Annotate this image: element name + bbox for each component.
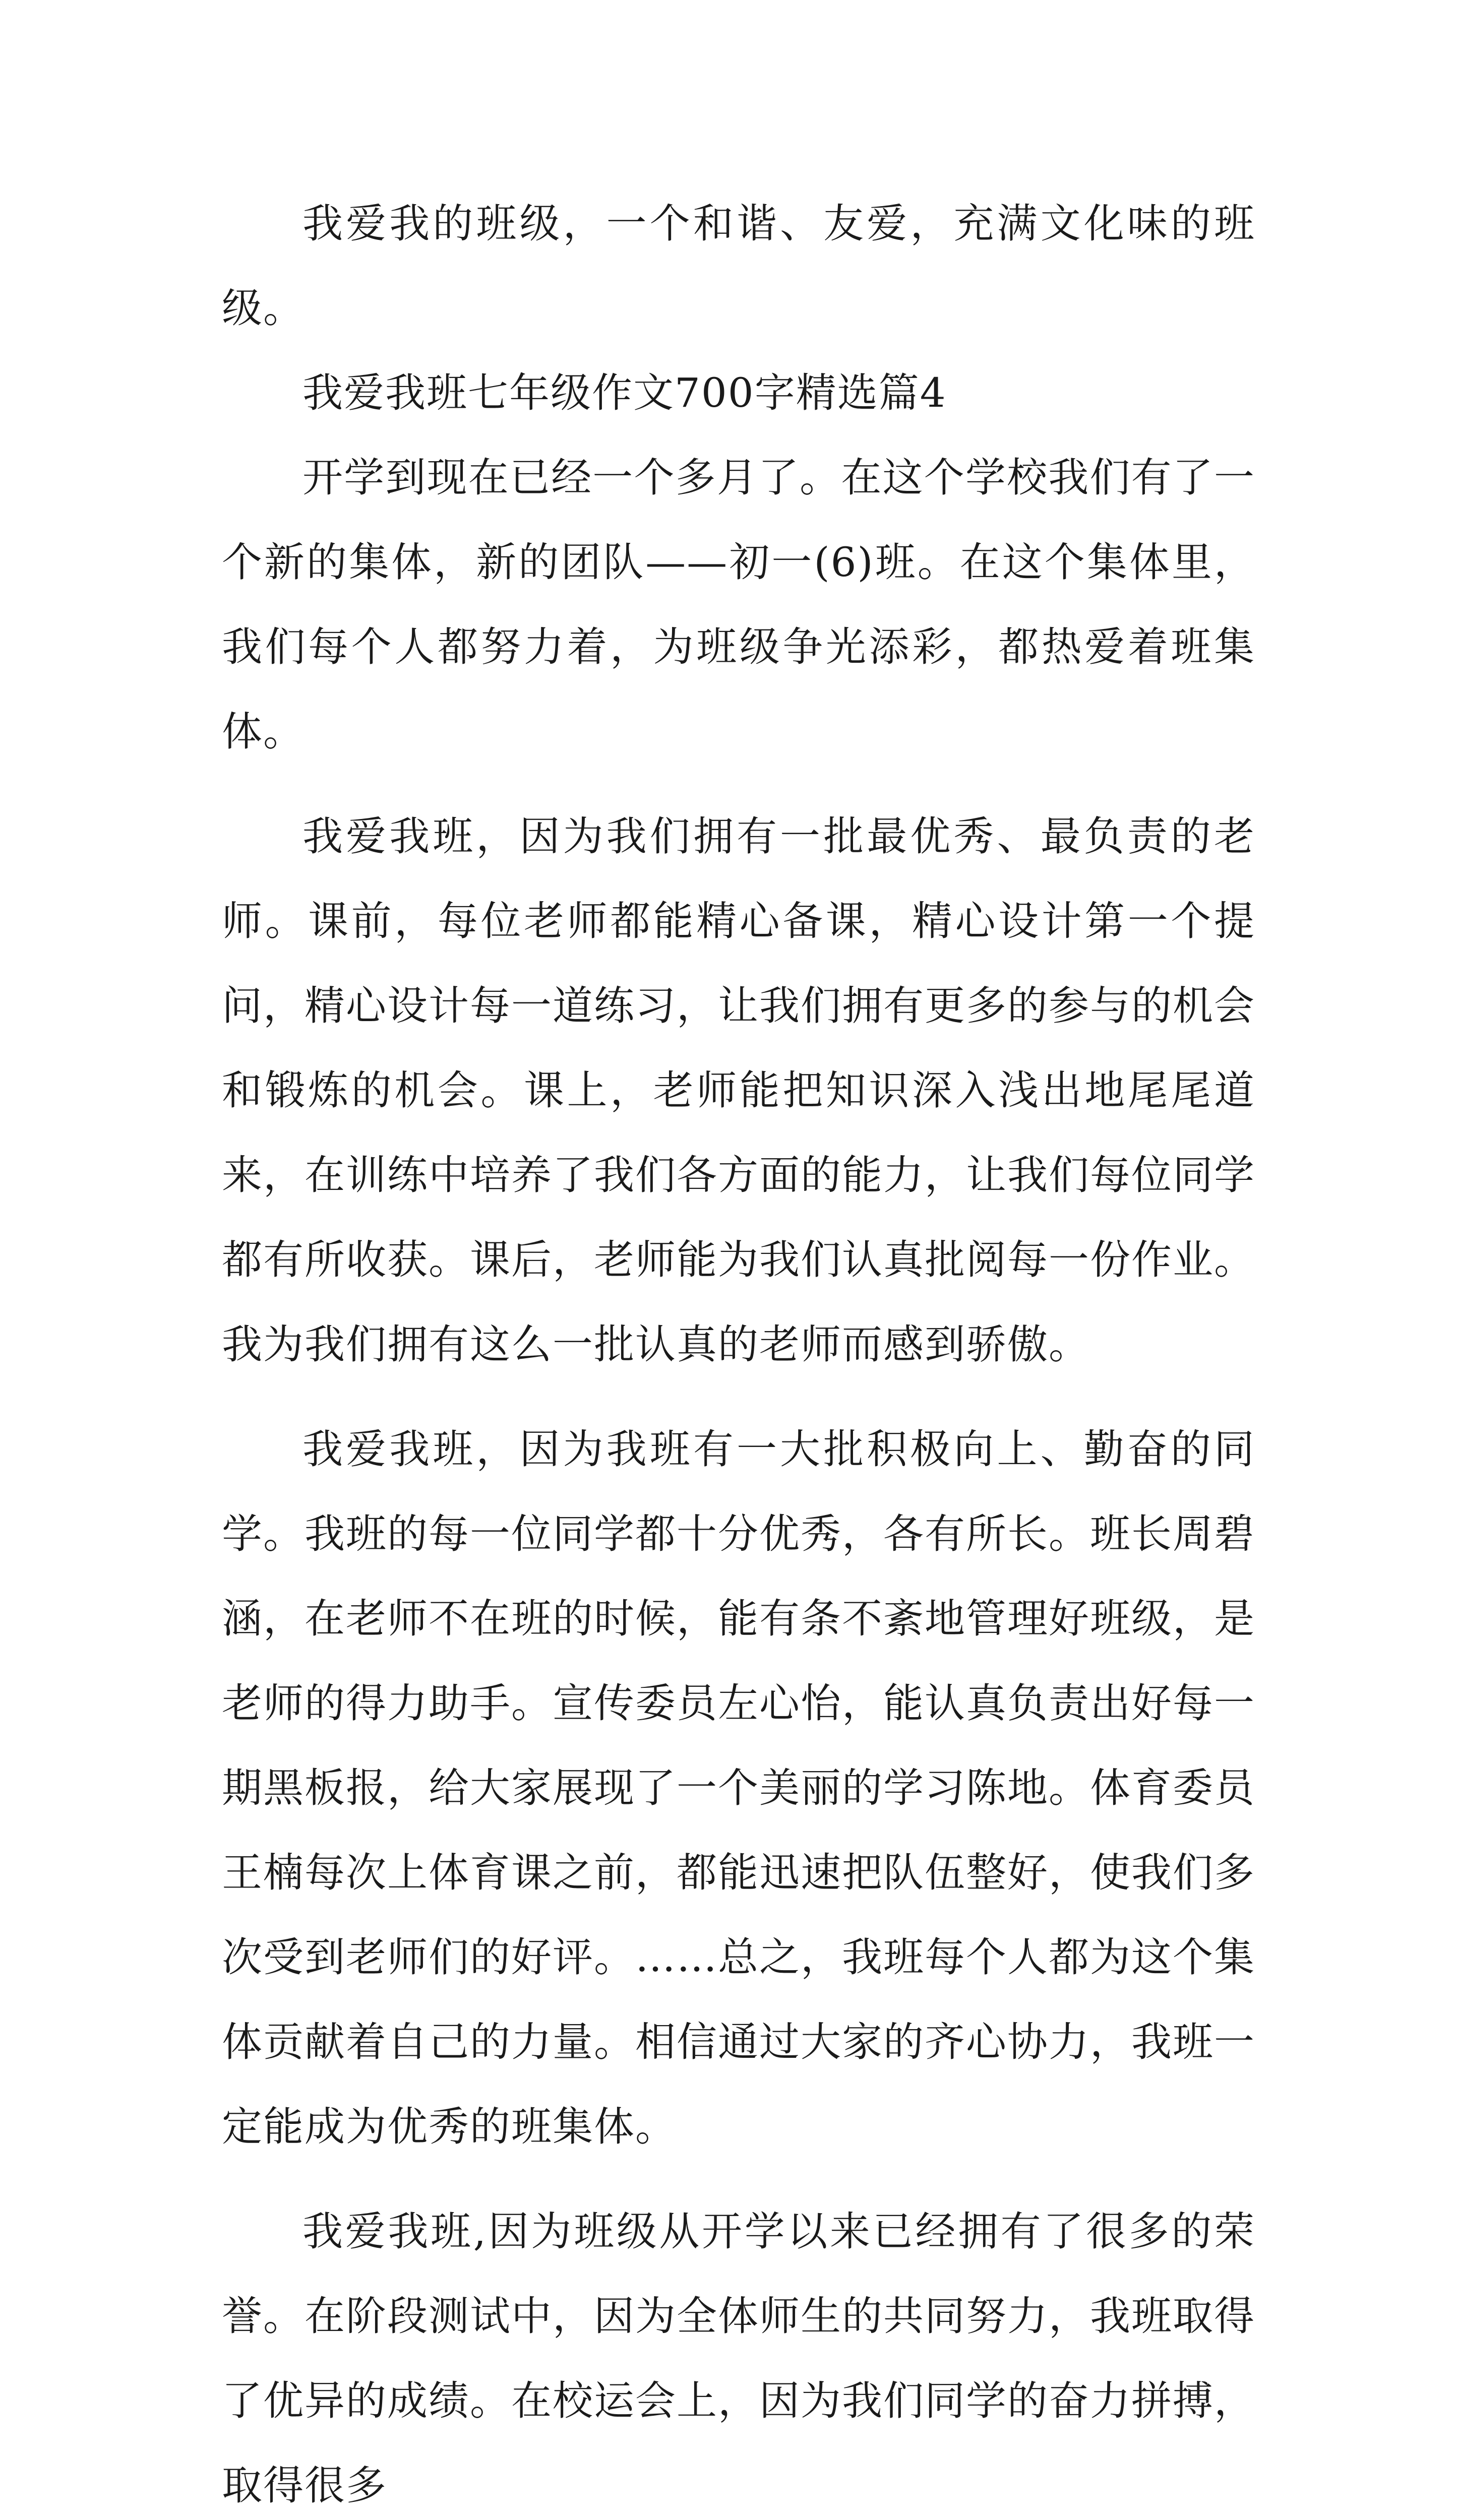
body-text bbox=[222, 181, 1255, 2520]
paragraph: 开学到现在已经一个多月了。在这个学校我们有了一个新的集体，新的团队——初一(6)班。在这个集体里，我们每个人都努力着，为班级争光添彩，都热爱着班集体。 bbox=[222, 454, 1255, 755]
section-heading: 我爱我班七年级作文700字精选篇4 bbox=[302, 369, 947, 416]
paragraph: 我爱我的班级，一个和谐、友爱，充满文化味的班级。 bbox=[222, 200, 1255, 332]
paragraph: 我爱我班，因为我们拥有一批最优秀、最负责的老师。课前，每位老师都能精心备课，精心设计第一个提问，精心设计每一道练习，让我们拥有更多的参与的机会和锻炼的机会。课上，老师能把知识深入浅出地尾尾道来，在训练中培养了我们各方面的能力，让我们每位同学都有所收获。课后，老师能为我们认真批阅每一份作业。我为我们拥有这么一批认真的老师而感到骄傲。 bbox=[222, 813, 1255, 1368]
paragraph: 我爱我班,因为班级从开学以来已经拥有了很多的荣誉。在阶段测试中，因为全体师生的共同努力，我班取得了优异的成绩。在校运会上，因为我们同学的奋力拼搏，取得很多 bbox=[222, 2208, 1255, 2509]
paragraph: 我爱我班，因为我班有一大批积极向上、勤奋的同学。我班的每一位同学都十分优秀，各有所长。班长周碧涵，在老师不在班的时候，能有条不紊地管理好班级，是老师的得力助手。宣传委员左心怡，能认真负责出好每一期黑板报，给大家展现了一个美丽的学习陈地。体育委员王楠每次上体育课之前，都能迅速把队伍整好，使我们多次受到老师们的好评。……总之，我班每个人都为这个集体贡献着自己的力量。相信通过大家的齐心协力，我班一定能成为优秀的班集体。 bbox=[222, 1426, 1255, 2150]
